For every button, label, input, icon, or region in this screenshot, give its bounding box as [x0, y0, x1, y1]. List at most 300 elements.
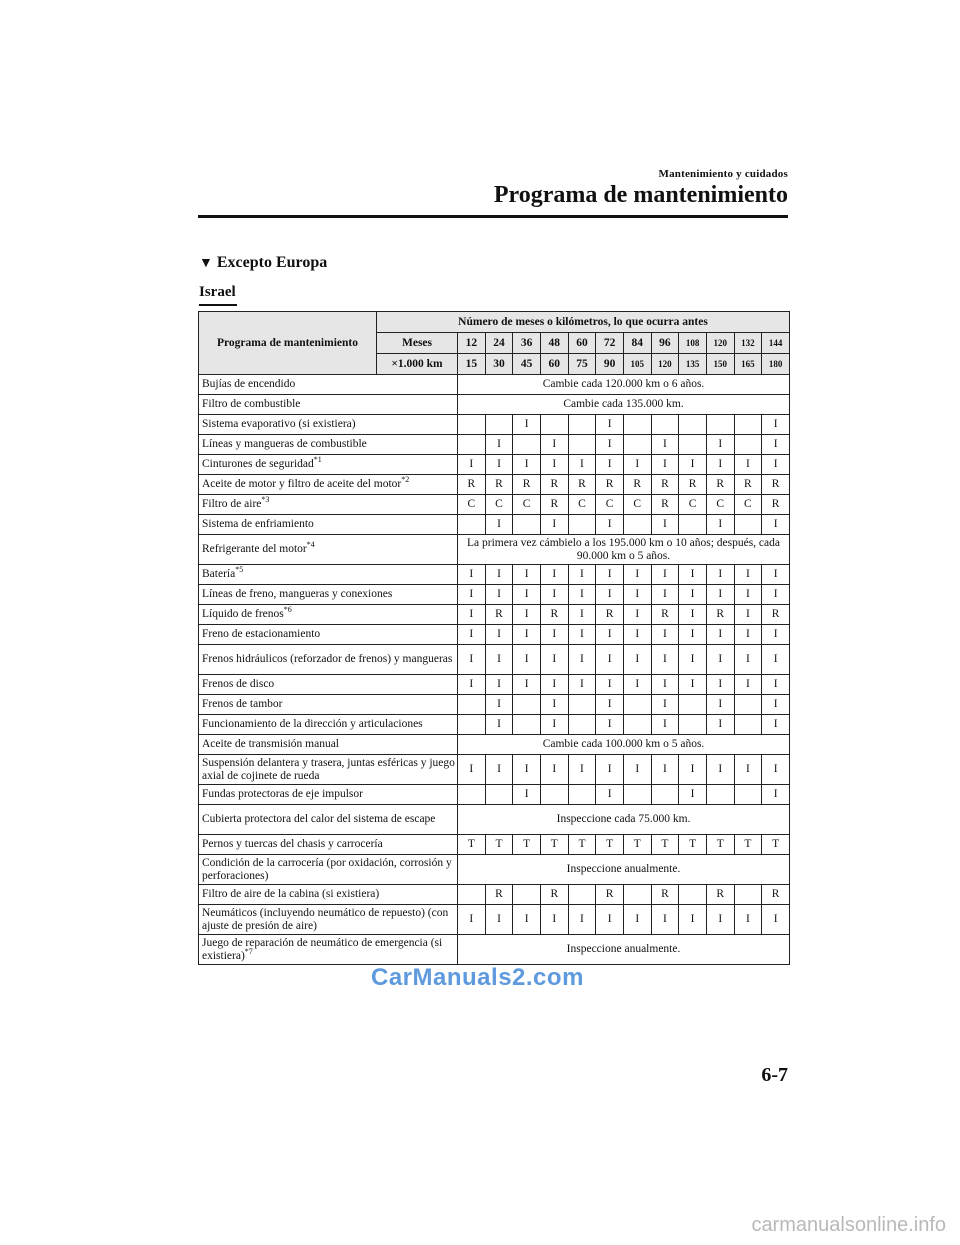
schedule-cell: I — [540, 515, 568, 535]
schedule-cell: T — [734, 835, 762, 855]
month-cell: 36 — [513, 333, 541, 354]
item-cell — [199, 645, 458, 675]
schedule-cell — [568, 435, 596, 455]
schedule-cell: I — [540, 565, 568, 585]
table-row — [199, 805, 790, 835]
km-cell: 75 — [568, 354, 596, 375]
month-cell: 48 — [540, 333, 568, 354]
schedule-cell: I — [485, 565, 513, 585]
item-cell — [199, 375, 458, 395]
schedule-cell: I — [485, 675, 513, 695]
schedule-cell: I — [734, 625, 762, 645]
interval-note: Inspeccione cada 75.000 km. — [458, 805, 790, 835]
item-cell — [199, 565, 458, 585]
item-cell — [199, 855, 458, 885]
km-cell: 120 — [651, 354, 679, 375]
schedule-cell: I — [596, 785, 624, 805]
schedule-cell: I — [706, 715, 734, 735]
schedule-cell: I — [596, 675, 624, 695]
schedule-cell: I — [706, 565, 734, 585]
schedule-cell: I — [623, 755, 651, 785]
schedule-cell: C — [706, 495, 734, 515]
section-heading — [199, 254, 327, 272]
item-cell — [199, 475, 458, 495]
schedule-cell: I — [679, 585, 707, 605]
schedule-cell — [734, 435, 762, 455]
schedule-cell: R — [596, 475, 624, 495]
interval-note: Cambie cada 135.000 km. — [458, 395, 790, 415]
schedule-cell: T — [596, 835, 624, 855]
schedule-cell: I — [679, 565, 707, 585]
table-header-row — [199, 312, 790, 333]
table-row — [199, 715, 790, 735]
schedule-cell: I — [485, 455, 513, 475]
triangle-down-icon: ▼ — [199, 256, 213, 271]
schedule-cell: I — [540, 455, 568, 475]
month-cell: 132 — [734, 333, 762, 354]
item-cell — [199, 625, 458, 645]
schedule-cell — [458, 415, 486, 435]
schedule-cell — [458, 515, 486, 535]
table-row — [199, 695, 790, 715]
page-number: 6-7 — [761, 1064, 788, 1086]
footnote-ref: *7 — [244, 946, 253, 956]
schedule-cell: I — [568, 455, 596, 475]
item-cell — [199, 605, 458, 625]
schedule-cell: I — [651, 755, 679, 785]
schedule-cell: I — [734, 605, 762, 625]
item-cell — [199, 935, 458, 965]
schedule-cell: I — [706, 905, 734, 935]
schedule-cell — [623, 695, 651, 715]
schedule-cell: I — [623, 565, 651, 585]
month-cell: 84 — [623, 333, 651, 354]
schedule-cell: I — [568, 585, 596, 605]
km-cell: 45 — [513, 354, 541, 375]
schedule-cell: I — [568, 625, 596, 645]
schedule-cell — [458, 785, 486, 805]
schedule-cell: I — [485, 515, 513, 535]
schedule-cell: I — [513, 905, 541, 935]
schedule-cell: I — [762, 645, 790, 675]
schedule-cell: I — [458, 565, 486, 585]
schedule-cell — [623, 435, 651, 455]
schedule-cell: I — [651, 715, 679, 735]
schedule-cell — [568, 415, 596, 435]
footnote-ref: *2 — [401, 475, 410, 485]
schedule-cell: I — [762, 455, 790, 475]
schedule-cell: I — [651, 435, 679, 455]
schedule-cell — [623, 515, 651, 535]
schedule-cell: R — [540, 605, 568, 625]
schedule-cell: T — [568, 835, 596, 855]
schedule-cell: I — [568, 565, 596, 585]
interval-note: Inspeccione anualmente. — [458, 855, 790, 885]
schedule-cell — [734, 415, 762, 435]
schedule-cell: R — [540, 495, 568, 515]
schedule-cell: I — [568, 755, 596, 785]
schedule-cell: R — [762, 495, 790, 515]
table-row — [199, 935, 790, 965]
schedule-cell: I — [762, 785, 790, 805]
schedule-cell: I — [540, 585, 568, 605]
km-cell: 90 — [596, 354, 624, 375]
schedule-cell: R — [706, 885, 734, 905]
schedule-cell: I — [458, 605, 486, 625]
schedule-cell — [734, 515, 762, 535]
schedule-cell: I — [679, 455, 707, 475]
item-cell — [199, 785, 458, 805]
schedule-cell: I — [540, 715, 568, 735]
schedule-cell — [623, 785, 651, 805]
item-cell — [199, 755, 458, 785]
table-row — [199, 585, 790, 605]
schedule-cell — [568, 785, 596, 805]
item-label: Filtro de aire — [202, 498, 262, 510]
table-row — [199, 395, 790, 415]
table-row — [199, 645, 790, 675]
schedule-cell: R — [651, 495, 679, 515]
interval-note: Cambie cada 120.000 km o 6 años. — [458, 375, 790, 395]
schedule-cell: I — [762, 565, 790, 585]
schedule-cell: R — [762, 605, 790, 625]
item-cell — [199, 695, 458, 715]
km-cell: 150 — [706, 354, 734, 375]
month-cell: 120 — [706, 333, 734, 354]
schedule-cell: T — [485, 835, 513, 855]
month-cell: 108 — [679, 333, 707, 354]
schedule-cell — [513, 885, 541, 905]
schedule-cell: I — [458, 455, 486, 475]
interval-note: Cambie cada 100.000 km o 5 años. — [458, 735, 790, 755]
schedule-cell: T — [623, 835, 651, 855]
interval-note: Inspeccione anualmente. — [458, 935, 790, 965]
schedule-cell: I — [679, 605, 707, 625]
schedule-cell: I — [651, 455, 679, 475]
schedule-cell — [734, 885, 762, 905]
item-label: Líneas y mangueras de combustible — [202, 438, 367, 450]
schedule-cell: R — [651, 885, 679, 905]
schedule-cell: I — [513, 755, 541, 785]
schedule-cell: R — [596, 885, 624, 905]
table-row — [199, 675, 790, 695]
table-row — [199, 625, 790, 645]
km-cell: 60 — [540, 354, 568, 375]
schedule-cell — [458, 885, 486, 905]
km-cell: 135 — [679, 354, 707, 375]
schedule-cell: I — [458, 585, 486, 605]
table-row — [199, 535, 790, 565]
schedule-cell: C — [734, 495, 762, 515]
schedule-cell: I — [540, 435, 568, 455]
schedule-cell: I — [651, 695, 679, 715]
table-row — [199, 435, 790, 455]
schedule-cell: R — [596, 605, 624, 625]
schedule-cell: I — [623, 585, 651, 605]
schedule-cell: I — [651, 905, 679, 935]
schedule-cell: I — [458, 675, 486, 695]
schedule-cell: T — [679, 835, 707, 855]
schedule-cell: I — [706, 645, 734, 675]
footnote-ref: *3 — [261, 495, 270, 505]
schedule-cell — [513, 695, 541, 715]
months-label: Meses — [377, 333, 458, 354]
km-label: ×1.000 km — [377, 354, 458, 375]
item-label: Fundas protectoras de eje impulsor — [202, 788, 363, 800]
month-cell: 12 — [458, 333, 486, 354]
item-cell — [199, 585, 458, 605]
schedule-cell: I — [706, 755, 734, 785]
schedule-cell: T — [762, 835, 790, 855]
km-cell: 105 — [623, 354, 651, 375]
item-cell — [199, 835, 458, 855]
item-label: Aceite de motor y filtro de aceite del motor — [202, 478, 402, 490]
schedule-cell: I — [513, 785, 541, 805]
table-row — [199, 565, 790, 585]
item-cell — [199, 395, 458, 415]
item-label: Filtro de aire de la cabina (si existiera) — [202, 888, 380, 900]
schedule-cell: R — [762, 885, 790, 905]
item-cell — [199, 455, 458, 475]
page-title: Programa de mantenimiento — [493, 182, 788, 208]
schedule-cell: R — [623, 475, 651, 495]
schedule-cell: I — [513, 645, 541, 675]
item-cell — [199, 805, 458, 835]
schedule-cell — [679, 885, 707, 905]
schedule-cell: I — [458, 625, 486, 645]
watermark: CarManuals2.com — [371, 964, 584, 991]
footnote-ref: *5 — [235, 565, 244, 575]
table-row — [199, 375, 790, 395]
schedule-cell: I — [706, 455, 734, 475]
schedule-cell: I — [734, 585, 762, 605]
item-label: Pernos y tuercas del chasis y carrocería — [202, 838, 383, 850]
schedule-cell: R — [706, 605, 734, 625]
schedule-cell: I — [596, 585, 624, 605]
schedule-cell: I — [513, 625, 541, 645]
schedule-cell: C — [568, 495, 596, 515]
schedule-cell: I — [762, 415, 790, 435]
month-cell: 144 — [762, 333, 790, 354]
schedule-cell — [734, 715, 762, 735]
schedule-cell: I — [651, 585, 679, 605]
item-cell — [199, 715, 458, 735]
table-row — [199, 905, 790, 935]
chapter-label: Mantenimiento y cuidados — [658, 168, 788, 180]
schedule-cell: I — [596, 905, 624, 935]
item-cell — [199, 905, 458, 935]
table-row — [199, 495, 790, 515]
schedule-cell: I — [679, 785, 707, 805]
schedule-cell: C — [458, 495, 486, 515]
item-label: Bujías de encendido — [202, 378, 296, 390]
schedule-cell: I — [568, 605, 596, 625]
km-cell: 180 — [762, 354, 790, 375]
schedule-cell: R — [651, 475, 679, 495]
schedule-cell: I — [568, 675, 596, 695]
schedule-cell: I — [485, 905, 513, 935]
schedule-cell: I — [623, 675, 651, 695]
item-label: Líneas de freno, mangueras y conexiones — [202, 588, 393, 600]
schedule-cell: I — [458, 755, 486, 785]
schedule-cell: I — [734, 675, 762, 695]
item-label: Frenos de disco — [202, 678, 275, 690]
schedule-cell: I — [540, 905, 568, 935]
schedule-cell — [513, 435, 541, 455]
schedule-cell: I — [540, 645, 568, 675]
schedule-cell: I — [596, 645, 624, 675]
table-row — [199, 455, 790, 475]
table-row — [199, 785, 790, 805]
schedule-cell: I — [485, 755, 513, 785]
schedule-cell: I — [706, 435, 734, 455]
schedule-cell: I — [762, 755, 790, 785]
schedule-cell: C — [623, 495, 651, 515]
schedule-cell: I — [734, 455, 762, 475]
schedule-cell: R — [485, 475, 513, 495]
schedule-cell: I — [485, 645, 513, 675]
item-cell — [199, 515, 458, 535]
schedule-cell: I — [706, 625, 734, 645]
schedule-cell: R — [458, 475, 486, 495]
schedule-cell: I — [651, 645, 679, 675]
schedule-cell: C — [513, 495, 541, 515]
item-cell — [199, 415, 458, 435]
footer-site: carmanualsonline.info — [751, 1214, 946, 1236]
schedule-cell: R — [706, 475, 734, 495]
item-label: Líquido de frenos — [202, 608, 284, 620]
schedule-cell — [679, 435, 707, 455]
schedule-cell — [706, 415, 734, 435]
item-label: Sistema evaporativo (si existiera) — [202, 418, 356, 430]
schedule-cell: I — [762, 715, 790, 735]
table-row — [199, 515, 790, 535]
maintenance-table — [198, 311, 790, 965]
schedule-cell: I — [762, 905, 790, 935]
schedule-cell: I — [540, 695, 568, 715]
table-row — [199, 885, 790, 905]
schedule-cell: T — [540, 835, 568, 855]
schedule-cell: I — [568, 645, 596, 675]
schedule-cell — [623, 715, 651, 735]
schedule-cell — [458, 695, 486, 715]
schedule-cell: I — [623, 605, 651, 625]
schedule-cell — [679, 695, 707, 715]
schedule-cell: I — [651, 515, 679, 535]
schedule-cell: I — [485, 585, 513, 605]
footnote-ref: *4 — [306, 540, 315, 550]
table-row — [199, 415, 790, 435]
schedule-cell: I — [623, 905, 651, 935]
schedule-cell: I — [596, 455, 624, 475]
schedule-cell: I — [540, 675, 568, 695]
schedule-cell: I — [596, 625, 624, 645]
schedule-cell: I — [679, 625, 707, 645]
footnote-ref: *6 — [283, 605, 292, 615]
schedule-cell: R — [651, 605, 679, 625]
schedule-cell: R — [568, 475, 596, 495]
schedule-cell: R — [513, 475, 541, 495]
item-label: Cubierta protectora del calor del sistema de escape — [202, 813, 436, 825]
km-cell: 30 — [485, 354, 513, 375]
header-rule — [198, 215, 788, 218]
item-cell — [199, 495, 458, 515]
item-label: Batería — [202, 568, 236, 580]
schedule-cell: R — [762, 475, 790, 495]
schedule-cell: I — [596, 755, 624, 785]
schedule-cell: I — [762, 585, 790, 605]
table-row — [199, 835, 790, 855]
schedule-cell — [485, 785, 513, 805]
schedule-cell — [623, 885, 651, 905]
schedule-cell — [679, 415, 707, 435]
schedule-cell — [568, 715, 596, 735]
interval-header: Número de meses o kilómetros, lo que ocurra antes — [377, 312, 790, 333]
schedule-cell — [513, 515, 541, 535]
schedule-cell: R — [485, 605, 513, 625]
item-label: Funcionamiento de la dirección y articulaciones — [202, 718, 423, 730]
item-label: Aceite de transmisión manual — [202, 738, 340, 750]
schedule-cell: C — [485, 495, 513, 515]
item-label: Freno de estacionamiento — [202, 628, 321, 640]
item-label: Sistema de enfriamiento — [202, 518, 314, 530]
month-cell: 72 — [596, 333, 624, 354]
schedule-cell: I — [623, 455, 651, 475]
schedule-cell: C — [596, 495, 624, 515]
schedule-cell: I — [762, 515, 790, 535]
km-cell: 165 — [734, 354, 762, 375]
schedule-cell: C — [679, 495, 707, 515]
schedule-cell: I — [458, 645, 486, 675]
schedule-cell: R — [734, 475, 762, 495]
schedule-cell: I — [762, 675, 790, 695]
schedule-cell: I — [734, 645, 762, 675]
schedule-cell — [679, 715, 707, 735]
schedule-cell: I — [596, 565, 624, 585]
schedule-cell: I — [485, 715, 513, 735]
table-row — [199, 855, 790, 885]
schedule-cell: I — [485, 435, 513, 455]
schedule-cell: I — [513, 415, 541, 435]
schedule-cell: I — [706, 515, 734, 535]
schedule-cell — [458, 715, 486, 735]
schedule-cell: I — [458, 905, 486, 935]
km-cell: 15 — [458, 354, 486, 375]
schedule-cell: I — [596, 435, 624, 455]
schedule-cell: T — [458, 835, 486, 855]
schedule-cell: R — [485, 885, 513, 905]
schedule-cell: I — [706, 695, 734, 715]
item-label: Frenos de tambor — [202, 698, 283, 710]
schedule-cell — [734, 785, 762, 805]
schedule-cell — [679, 515, 707, 535]
schedule-cell — [540, 415, 568, 435]
schedule-cell: I — [706, 585, 734, 605]
item-label: Juego de reparación de neumático de emergencia (si existiera) — [202, 936, 443, 962]
section-title: Excepto Europa — [216, 254, 328, 271]
item-label: Refrigerante del motor — [202, 543, 307, 555]
table-corner-header: Programa de mantenimiento — [199, 312, 377, 375]
schedule-cell: I — [485, 695, 513, 715]
schedule-cell: I — [762, 625, 790, 645]
schedule-cell — [540, 785, 568, 805]
schedule-cell — [568, 885, 596, 905]
schedule-cell: I — [623, 645, 651, 675]
schedule-cell: I — [485, 625, 513, 645]
schedule-cell: I — [734, 755, 762, 785]
schedule-cell — [734, 695, 762, 715]
schedule-cell: R — [540, 475, 568, 495]
